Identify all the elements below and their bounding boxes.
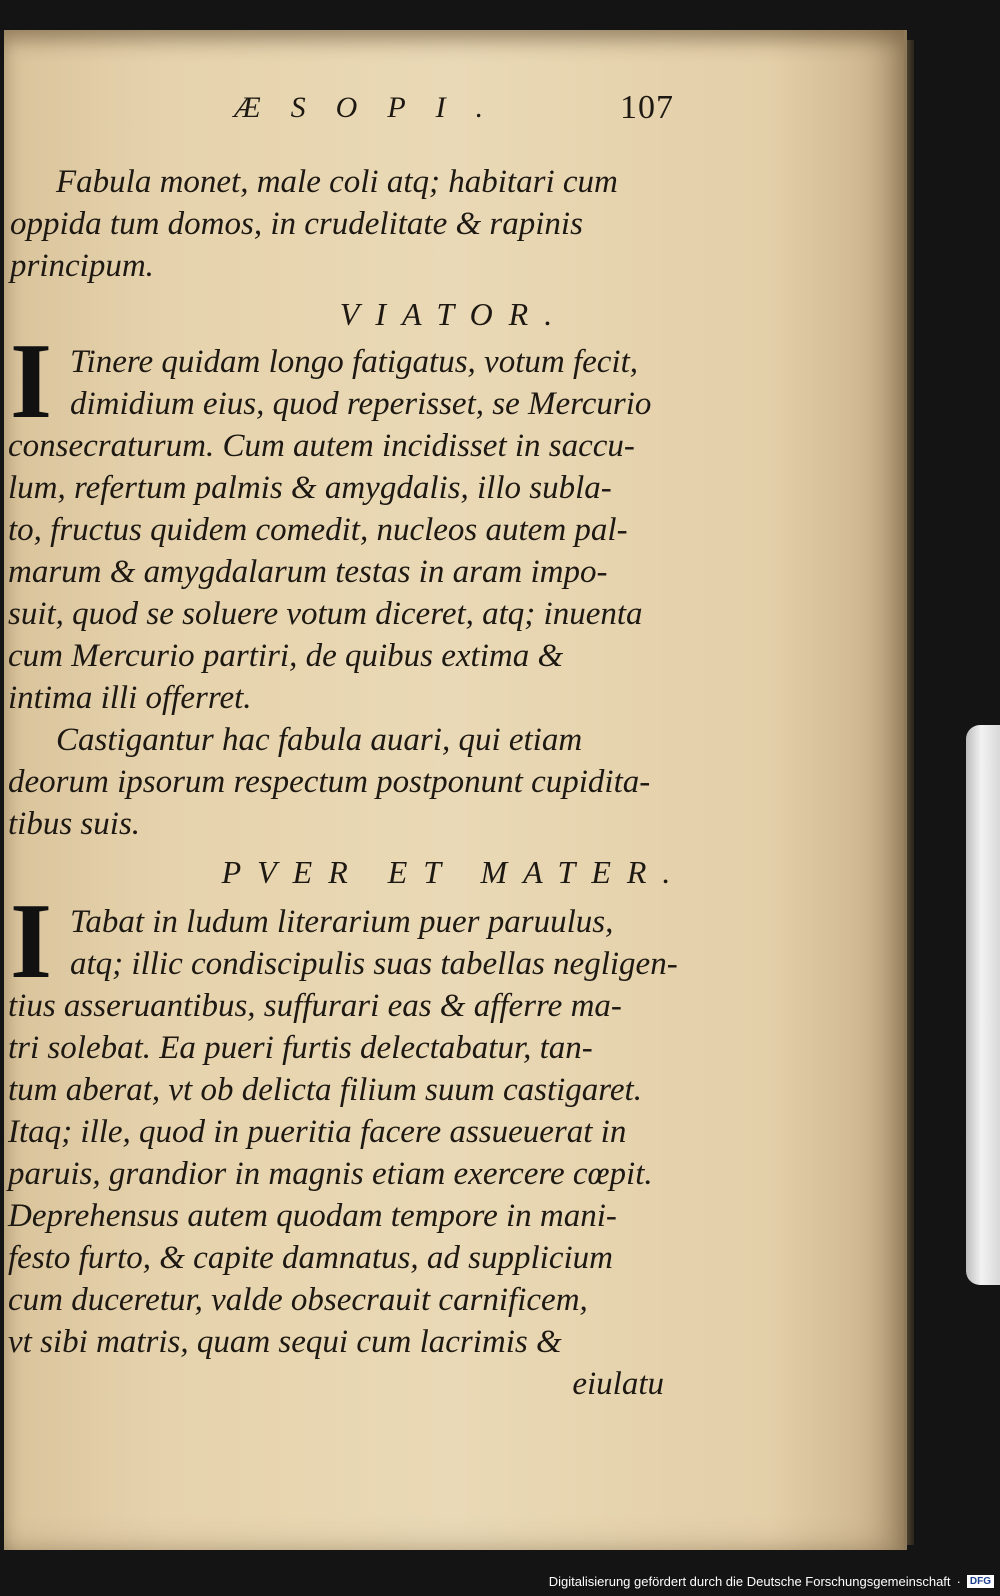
catchword: eiulatu bbox=[572, 1366, 664, 1402]
fable-line: tri solebat. Ea pueri furtis delectabatur, tan- bbox=[8, 1030, 593, 1066]
fable-line: Tinere quidam longo fatigatus, votum fecit, bbox=[70, 344, 638, 380]
footer-credit: Digitalisierung gefördert durch die Deutsche Forschungsgemeinschaft bbox=[548, 1573, 951, 1589]
fable-line: Itaq; ille, quod in pueritia facere assueuerat in bbox=[8, 1114, 627, 1150]
fable-line: cum Mercurio partiri, de quibus extima & bbox=[8, 638, 564, 674]
fable-title-viator: VIATOR. bbox=[339, 296, 569, 332]
dfg-logo-icon: DFG bbox=[967, 1575, 994, 1588]
fable-line: vt sibi matris, quam sequi cum lacrimis & bbox=[8, 1324, 562, 1360]
fable-line: consecraturum. Cum autem incidisset in saccu- bbox=[8, 428, 635, 464]
fable-line: to, fructus quidem comedit, nucleos autem pal- bbox=[8, 512, 628, 548]
fable-line: paruis, grandior in magnis etiam exercere cœpit. bbox=[8, 1156, 653, 1192]
running-title: ÆSOPI. bbox=[234, 91, 514, 124]
moral-1-line: principum. bbox=[10, 248, 154, 284]
fable-line: cum duceretur, valde obsecrauit carnificem, bbox=[8, 1282, 588, 1318]
fable-line: suit, quod se soluere votum diceret, atq; inuenta bbox=[8, 596, 643, 632]
moral-1-line: oppida tum domos, in crudelitate & rapinis bbox=[10, 206, 583, 242]
fable-line: tius asseruantibus, suffurari eas & afferre ma- bbox=[8, 988, 622, 1024]
drop-initial: I bbox=[10, 882, 53, 1001]
moral-line: deorum ipsorum respectum postponunt cupidita- bbox=[8, 764, 651, 800]
drop-initial: I bbox=[10, 322, 53, 441]
fable-line: Deprehensus autem quodam tempore in mani- bbox=[8, 1198, 617, 1234]
page-number: 107 bbox=[620, 89, 674, 126]
page-text bbox=[4, 30, 904, 1550]
cloth-weight bbox=[966, 725, 1000, 1285]
moral-line: tibus suis. bbox=[8, 806, 141, 842]
moral-1-line: Fabula monet, male coli atq; habitari cum bbox=[56, 164, 618, 200]
fable-line: atq; illic condiscipulis suas tabellas negligen- bbox=[70, 946, 678, 982]
fable-line: marum & amygdalarum testas in aram impo- bbox=[8, 554, 608, 590]
fable-line: festo furto, & capite damnatus, ad supplicium bbox=[8, 1240, 613, 1276]
digitization-footer: Digitalisierung gefördert durch die Deutsche Forschungsgemeinschaft · DFG bbox=[549, 1570, 994, 1592]
moral-line: Castigantur hac fabula auari, qui etiam bbox=[56, 722, 583, 758]
book-page bbox=[4, 30, 907, 1550]
fable-line: Tabat in ludum literarium puer paruulus, bbox=[70, 904, 614, 940]
fable-line: dimidium eius, quod reperisset, se Mercurio bbox=[70, 386, 652, 422]
fable-line: tum aberat, vt ob delicta filium suum castigaret. bbox=[8, 1072, 642, 1108]
fable-line: lum, refertum palmis & amygdalis, illo subla- bbox=[8, 470, 612, 506]
fable-title-puer-et-mater: PVER ET MATER. bbox=[221, 854, 687, 890]
running-head bbox=[234, 88, 674, 128]
fable-line: intima illi offerret. bbox=[8, 680, 252, 716]
